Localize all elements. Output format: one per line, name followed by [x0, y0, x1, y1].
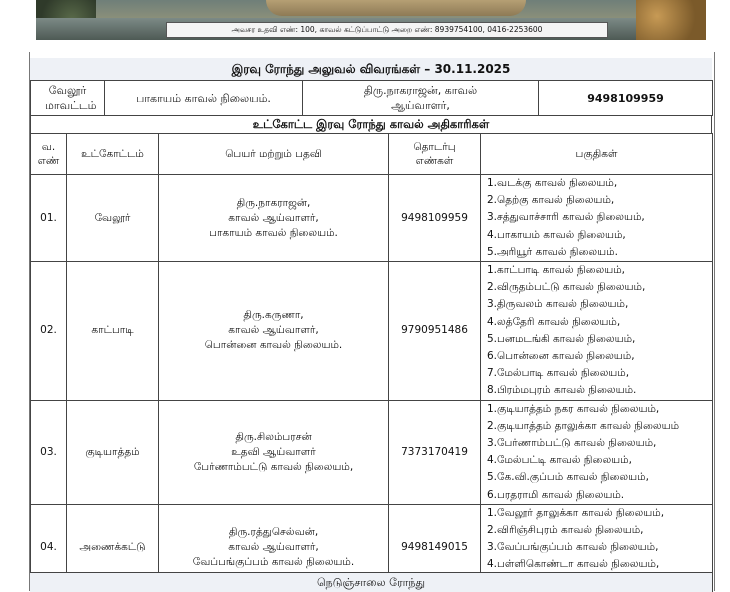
name-line: திரு.ரத்துசெல்வன், — [228, 526, 319, 539]
row-name — [159, 175, 389, 262]
emergency-info-strip: அவசர உதவி எண்: 100, காவல் கட்டுப்பாட்டு அறை எண்: 8939754100, 0416-2253600 — [166, 22, 608, 38]
row-sno: 03. — [31, 400, 67, 504]
designation-line: காவல் ஆய்வாளர், — [228, 541, 319, 554]
area-item: 6.பொன்னை காவல் நிலையம், — [487, 350, 635, 363]
area-item: 4.லத்தேரி காவல் நிலையம், — [487, 315, 621, 328]
area-item: 1.காட்பாடி காவல் நிலையம், — [487, 264, 626, 277]
row-sno: 04. — [31, 504, 67, 591]
area-item: 5.அரியூர் காவல் நிலையம். — [487, 245, 618, 258]
district-header-row — [31, 81, 713, 116]
header-photo-banner — [36, 0, 706, 40]
station-line: வேப்பங்குப்பம் காவல் நிலையம். — [192, 556, 355, 569]
station-line: பொன்னை காவல் நிலையம். — [204, 339, 343, 352]
area-item: 4.பாகாயம் காவல் நிலையம், — [487, 228, 626, 241]
row-subdivision: அணைக்கட்டு — [67, 504, 159, 591]
area-item: 2.விருதம்பட்டு காவல் நிலையம், — [487, 281, 646, 294]
table-header-row — [31, 134, 713, 175]
row-phone: 9790951486 — [389, 262, 481, 401]
row-phone: 7373170419 — [389, 400, 481, 504]
banner-fort — [266, 0, 526, 16]
row-phone: 9498149015 — [389, 504, 481, 591]
row-areas — [481, 400, 713, 504]
col-header-areas: பகுதிகள் — [481, 134, 713, 175]
row-name — [159, 400, 389, 504]
area-item: 3.திருவலம் காவல் நிலையம், — [487, 298, 629, 311]
table-row — [31, 400, 713, 504]
row-areas — [481, 262, 713, 401]
col-header-phone: தொடர்பு எண்கள் — [389, 134, 481, 175]
area-item: 1.குடியாத்தம் நகர காவல் நிலையம், — [487, 402, 660, 415]
name-line: திரு.நாகராஜன், — [236, 196, 311, 209]
col-header-subdivision: உட்கோட்டம் — [67, 134, 159, 175]
banner-trees-right — [636, 0, 706, 40]
area-item: 5.பனமடங்கி காவல் நிலையம், — [487, 332, 636, 345]
officers-table — [30, 133, 713, 592]
district-header-table — [30, 80, 713, 116]
area-item: 5.கே.வி.குப்பம் காவல் நிலையம், — [487, 471, 649, 484]
designation-line: காவல் ஆய்வாளர், — [228, 211, 319, 224]
officer-name: திரு.நாகராஜன், காவல் ஆய்வாளர், — [303, 81, 539, 116]
designation-line: உதவி ஆய்வாளர் — [231, 445, 316, 458]
col-header-name: பெயர் மற்றும் பதவி — [159, 134, 389, 175]
name-line: திரு.கருணா, — [243, 309, 304, 322]
station-name: பாகாயம் காவல் நிலையம். — [105, 81, 303, 116]
area-item: 3.சத்துவாச்சாரி காவல் நிலையம், — [487, 211, 645, 224]
section-subtitle: உட்கோட்ட இரவு ரோந்து காவல் அதிகாரிகள் — [30, 115, 712, 133]
area-item: 1.வடக்கு காவல் நிலையம், — [487, 177, 618, 189]
page-title: இரவு ரோந்து அலுவல் விவரங்கள் – 30.11.2025 — [30, 58, 712, 80]
station-line: பேர்ணாம்பட்டு காவல் நிலையம், — [193, 460, 354, 473]
area-item: 8.பிரம்மபுரம் காவல் நிலையம். — [487, 384, 637, 397]
area-item: 7.மேல்பாடி காவல் நிலையம், — [487, 367, 630, 380]
area-item: 4.பள்ளிகொண்டா காவல் நிலையம், — [487, 558, 660, 571]
area-item: 6.பரதராமி காவல் நிலையம். — [487, 488, 625, 501]
name-line: திரு.சிலம்பரசன் — [235, 430, 312, 443]
table-row — [31, 262, 713, 401]
row-phone: 9498109959 — [389, 175, 481, 262]
area-item: 1.வேலூர் தாலுக்கா காவல் நிலையம், — [487, 506, 665, 519]
area-item: 2.குடியாத்தம் தாலுக்கா காவல் நிலையம் — [487, 419, 680, 432]
designation-line: காவல் ஆய்வாளர், — [228, 324, 319, 337]
row-sno: 01. — [31, 175, 67, 262]
table-row — [31, 175, 713, 262]
row-subdivision: காட்பாடி — [67, 262, 159, 401]
area-item: 2.தெற்கு காவல் நிலையம், — [487, 194, 615, 207]
row-subdivision: குடியாத்தம் — [67, 400, 159, 504]
col-header-sno: வ. எண் — [31, 134, 67, 175]
row-subdivision: வேலூர் — [67, 175, 159, 262]
highway-patrol-heading: நெடுஞ்சாலை ரோந்து — [30, 572, 712, 592]
officer-phone: 9498109959 — [539, 81, 713, 116]
district-name: வேலூர் மாவட்டம் — [31, 81, 105, 116]
area-item: 2.விரிஞ்சிபுரம் காவல் நிலையம், — [487, 524, 644, 537]
row-sno: 02. — [31, 262, 67, 401]
row-name — [159, 262, 389, 401]
station-line: பாகாயம் காவல் நிலையம். — [209, 226, 338, 239]
area-item: 3.வேப்பங்குப்பம் காவல் நிலையம், — [487, 541, 659, 554]
row-areas — [481, 175, 713, 262]
area-item: 4.மேல்பட்டி காவல் நிலையம், — [487, 454, 632, 467]
area-item: 3.பேர்ணாம்பட்டு காவல் நிலையம், — [487, 437, 657, 450]
